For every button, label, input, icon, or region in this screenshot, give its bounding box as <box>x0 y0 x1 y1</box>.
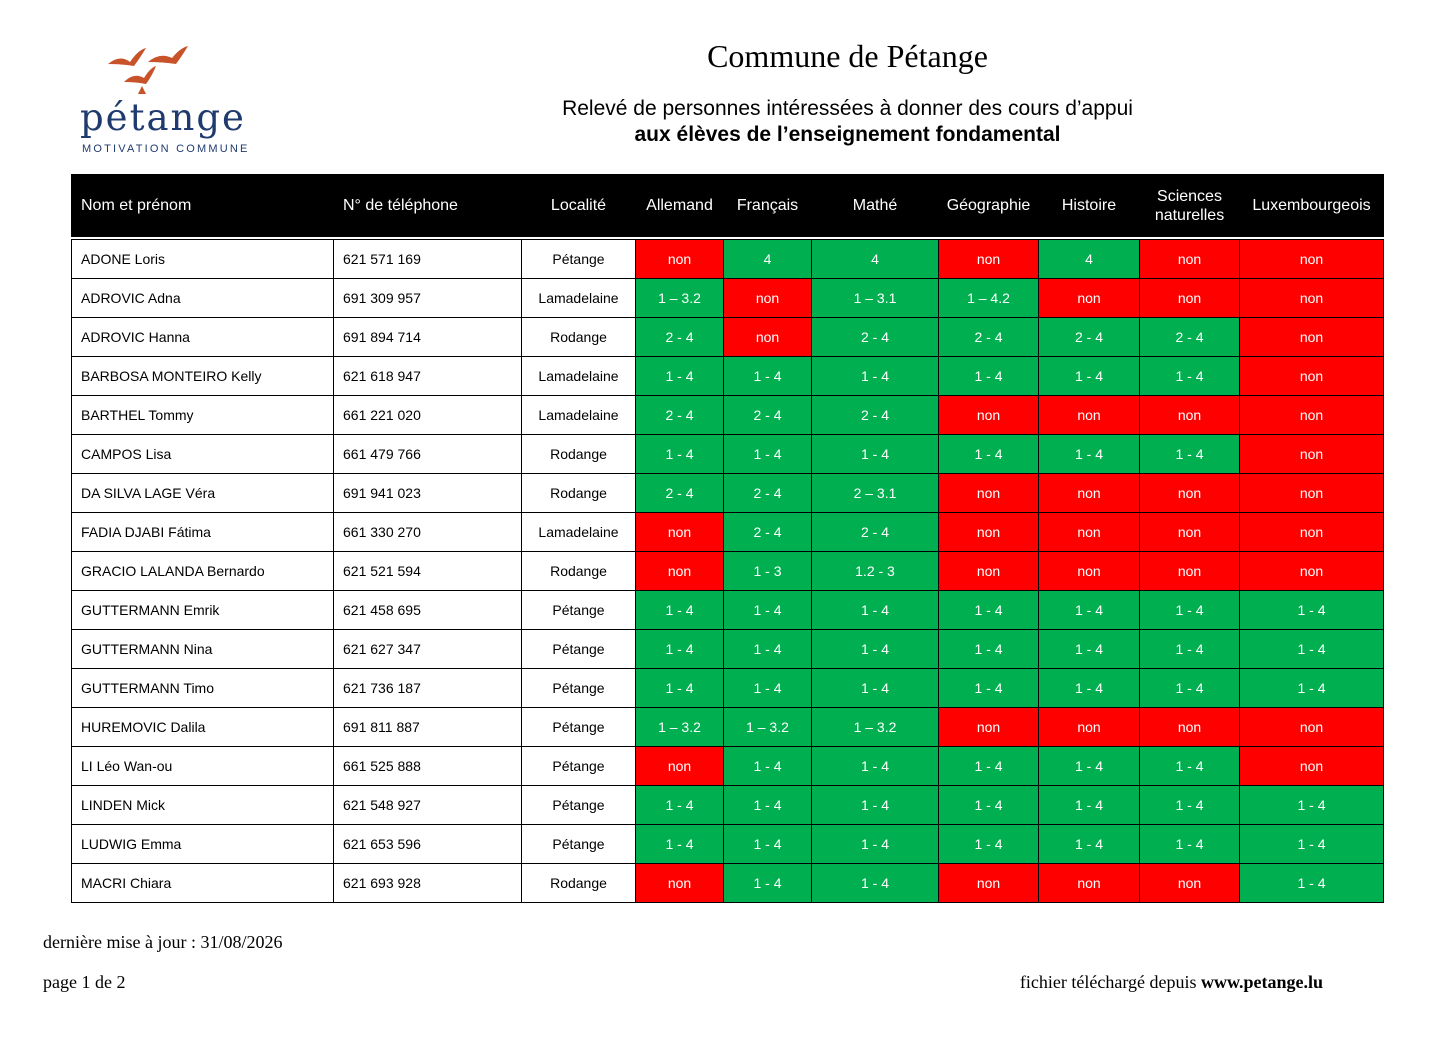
cell-subject: non <box>1240 279 1384 318</box>
cell-subject: 1 - 4 <box>1039 669 1140 708</box>
cell-subject: 1 - 4 <box>812 864 939 903</box>
table-row <box>72 552 1384 591</box>
table-row <box>72 591 1384 630</box>
cell-subject: 4 <box>1039 240 1140 279</box>
cell-subject: 2 - 4 <box>812 396 939 435</box>
cell-subject: non <box>1039 513 1140 552</box>
cell-locality: Pétange <box>522 240 636 279</box>
cell-subject: non <box>1039 708 1140 747</box>
cell-subject: 1 - 4 <box>1240 591 1384 630</box>
table-row <box>72 786 1384 825</box>
cell-subject: 1 - 4 <box>724 786 812 825</box>
cell-locality: Lamadelaine <box>522 279 636 318</box>
cell-subject: 2 - 4 <box>1140 318 1240 357</box>
logo <box>80 40 280 160</box>
cell-phone: 691 811 887 <box>334 708 522 747</box>
cell-subject: 2 - 4 <box>812 513 939 552</box>
cell-subject: non <box>1240 396 1384 435</box>
cell-subject: 1 - 4 <box>1039 357 1140 396</box>
table-row <box>72 318 1384 357</box>
cell-locality: Rodange <box>522 474 636 513</box>
cell-name: LINDEN Mick <box>72 786 334 825</box>
cell-subject: non <box>1240 318 1384 357</box>
cell-subject: non <box>939 552 1039 591</box>
cell-subject: 1 - 4 <box>724 864 812 903</box>
cell-subject: 1 - 4 <box>812 747 939 786</box>
cell-subject: 1 - 4 <box>1140 630 1240 669</box>
cell-phone: 691 309 957 <box>334 279 522 318</box>
cell-subject: 2 - 4 <box>724 396 812 435</box>
cell-subject: 1 - 4 <box>1140 786 1240 825</box>
cell-subject: non <box>1240 435 1384 474</box>
table-row <box>72 474 1384 513</box>
cell-phone: 661 479 766 <box>334 435 522 474</box>
cell-subject: 1 - 4 <box>636 825 724 864</box>
cell-subject: 1 - 4 <box>939 825 1039 864</box>
cell-subject: non <box>1039 279 1140 318</box>
cell-phone: 621 618 947 <box>334 357 522 396</box>
cell-subject: 1 - 4 <box>939 747 1039 786</box>
cell-subject: 1 - 4 <box>939 435 1039 474</box>
logo-wordmark: pétange <box>80 96 246 139</box>
cell-subject: 1 - 4 <box>939 669 1039 708</box>
cell-subject: 1 - 4 <box>939 357 1039 396</box>
cell-subject: non <box>1240 240 1384 279</box>
table-row <box>72 669 1384 708</box>
cell-subject: 1 - 4 <box>1140 825 1240 864</box>
cell-phone: 691 941 023 <box>334 474 522 513</box>
cell-phone: 621 548 927 <box>334 786 522 825</box>
cell-subject: non <box>1140 864 1240 903</box>
cell-locality: Pétange <box>522 669 636 708</box>
cell-locality: Rodange <box>522 435 636 474</box>
cell-name: HUREMOVIC Dalila <box>72 708 334 747</box>
cell-subject: non <box>1140 513 1240 552</box>
cell-subject: non <box>939 864 1039 903</box>
cell-name: GUTTERMANN Nina <box>72 630 334 669</box>
cell-subject: 1 - 4 <box>1140 435 1240 474</box>
page-subtitle-line2: aux élèves de l’enseignement fondamental <box>634 123 1061 146</box>
cell-subject: 1 - 4 <box>1039 591 1140 630</box>
cell-subject: 1 - 4 <box>1140 669 1240 708</box>
cell-subject: 2 - 4 <box>636 396 724 435</box>
cell-subject: non <box>1140 474 1240 513</box>
cell-subject: 1 - 4 <box>724 669 812 708</box>
cell-subject: non <box>1140 279 1240 318</box>
cell-subject: 1 - 4 <box>1039 825 1140 864</box>
cell-name: FADIA DJABI Fátima <box>72 513 334 552</box>
cell-subject: non <box>1039 396 1140 435</box>
cell-phone: 621 693 928 <box>334 864 522 903</box>
cell-subject: 2 - 4 <box>724 513 812 552</box>
cell-name: ADROVIC Adna <box>72 279 334 318</box>
cell-subject: 2 – 3.1 <box>812 474 939 513</box>
cell-subject: 1 - 4 <box>812 435 939 474</box>
cell-subject: 1 - 4 <box>636 630 724 669</box>
cell-subject: non <box>1039 552 1140 591</box>
cell-phone: 661 330 270 <box>334 513 522 552</box>
column-header: Français <box>724 175 812 237</box>
cell-subject: 1 - 4 <box>812 669 939 708</box>
cell-locality: Rodange <box>522 318 636 357</box>
cell-subject: 1 - 4 <box>636 786 724 825</box>
cell-subject: non <box>939 513 1039 552</box>
cell-subject: 1 - 4 <box>812 825 939 864</box>
table-row <box>72 279 1384 318</box>
cell-locality: Pétange <box>522 630 636 669</box>
cell-subject: 1 - 4 <box>1240 825 1384 864</box>
cell-subject: 1.2 - 3 <box>812 552 939 591</box>
cell-subject: 1 - 4 <box>724 435 812 474</box>
cell-subject: 1 - 4 <box>1140 591 1240 630</box>
cell-locality: Pétange <box>522 825 636 864</box>
cell-subject: non <box>939 708 1039 747</box>
cell-subject: 1 - 4 <box>724 630 812 669</box>
cell-subject: 1 - 4 <box>1240 864 1384 903</box>
cell-name: GRACIO LALANDA Bernardo <box>72 552 334 591</box>
table-row <box>72 435 1384 474</box>
cell-subject: non <box>939 240 1039 279</box>
cell-phone: 621 571 169 <box>334 240 522 279</box>
cell-name: BARBOSA MONTEIRO Kelly <box>72 357 334 396</box>
column-header: Géographie <box>939 175 1039 237</box>
cell-name: GUTTERMANN Emrik <box>72 591 334 630</box>
cell-subject: 2 - 4 <box>812 318 939 357</box>
cell-subject: non <box>724 279 812 318</box>
cell-locality: Rodange <box>522 552 636 591</box>
cell-subject: 1 - 4 <box>1240 669 1384 708</box>
cell-name: ADROVIC Hanna <box>72 318 334 357</box>
cell-locality: Pétange <box>522 591 636 630</box>
tutors-table <box>71 174 1384 903</box>
cell-phone: 621 458 695 <box>334 591 522 630</box>
cell-subject: non <box>1140 396 1240 435</box>
cell-name: BARTHEL Tommy <box>72 396 334 435</box>
cell-subject: 2 - 4 <box>1039 318 1140 357</box>
page-number: page 1 de 2 <box>43 972 126 992</box>
cell-subject: 1 - 4 <box>939 630 1039 669</box>
table-row <box>72 357 1384 396</box>
cell-subject: non <box>1240 708 1384 747</box>
cell-subject: non <box>1240 474 1384 513</box>
column-header: Histoire <box>1039 175 1140 237</box>
cell-locality: Pétange <box>522 747 636 786</box>
cell-subject: 1 - 4 <box>939 786 1039 825</box>
logo-tagline: MOTIVATION COMMUNE <box>82 143 250 155</box>
cell-subject: 1 - 4 <box>636 669 724 708</box>
cell-name: LI Léo Wan-ou <box>72 747 334 786</box>
cell-phone: 661 525 888 <box>334 747 522 786</box>
cell-name: DA SILVA LAGE Véra <box>72 474 334 513</box>
cell-subject: 1 - 4 <box>636 357 724 396</box>
cell-subject: non <box>1240 552 1384 591</box>
cell-subject: non <box>636 864 724 903</box>
cell-subject: 1 - 4 <box>1140 747 1240 786</box>
page-title: Commune de Pétange <box>707 38 988 74</box>
cell-phone: 621 736 187 <box>334 669 522 708</box>
cell-subject: 1 - 4 <box>636 591 724 630</box>
table-row <box>72 630 1384 669</box>
cell-locality: Pétange <box>522 708 636 747</box>
cell-subject: non <box>636 240 724 279</box>
column-header: N° de téléphone <box>334 175 522 237</box>
cell-subject: 4 <box>812 240 939 279</box>
cell-subject: non <box>636 552 724 591</box>
cell-subject: 1 – 3.2 <box>724 708 812 747</box>
cell-subject: non <box>1240 747 1384 786</box>
cell-subject: 1 - 4 <box>812 357 939 396</box>
cell-phone: 621 627 347 <box>334 630 522 669</box>
cell-subject: 1 - 4 <box>1240 786 1384 825</box>
source-prefix: fichier téléchargé depuis <box>1019 972 1197 992</box>
cell-locality: Lamadelaine <box>522 396 636 435</box>
cell-subject: non <box>939 474 1039 513</box>
cell-subject: non <box>939 396 1039 435</box>
cell-locality: Pétange <box>522 786 636 825</box>
cell-subject: 1 – 3.2 <box>812 708 939 747</box>
cell-subject: 1 - 4 <box>812 591 939 630</box>
cell-subject: non <box>1140 708 1240 747</box>
cell-subject: 1 - 4 <box>1039 747 1140 786</box>
column-header: Mathé <box>812 175 939 237</box>
cell-locality: Rodange <box>522 864 636 903</box>
table-body <box>72 237 1384 903</box>
cell-subject: 1 – 3.1 <box>812 279 939 318</box>
cell-subject: 2 - 4 <box>636 474 724 513</box>
column-header: Luxembourgeois <box>1240 175 1384 237</box>
cell-name: MACRI Chiara <box>72 864 334 903</box>
cell-subject: non <box>1039 474 1140 513</box>
cell-subject: 2 - 4 <box>939 318 1039 357</box>
table-row <box>72 825 1384 864</box>
page-subtitle-line1: Relevé de personnes intéressées à donner des cours d’appui <box>562 97 1133 120</box>
table-header-row <box>72 175 1384 237</box>
column-header: Nom et prénom <box>72 175 334 237</box>
table-row <box>72 240 1384 279</box>
cell-subject: 1 - 4 <box>1039 786 1140 825</box>
cell-subject: non <box>1140 552 1240 591</box>
cell-name: GUTTERMANN Timo <box>72 669 334 708</box>
cell-subject: 1 - 4 <box>724 747 812 786</box>
cell-subject: 4 <box>724 240 812 279</box>
table-row <box>72 864 1384 903</box>
cell-subject: non <box>724 318 812 357</box>
cell-phone: 621 521 594 <box>334 552 522 591</box>
table-row <box>72 708 1384 747</box>
cell-subject: 1 - 3 <box>724 552 812 591</box>
column-header: Localité <box>522 175 636 237</box>
birds-logo-icon <box>100 42 210 102</box>
cell-subject: 1 – 3.2 <box>636 708 724 747</box>
cell-subject: non <box>1140 240 1240 279</box>
cell-subject: 1 - 4 <box>1140 357 1240 396</box>
cell-name: CAMPOS Lisa <box>72 435 334 474</box>
cell-subject: 1 - 4 <box>1039 435 1140 474</box>
cell-locality: Lamadelaine <box>522 513 636 552</box>
cell-subject: non <box>636 747 724 786</box>
table-row <box>72 747 1384 786</box>
cell-subject: non <box>636 513 724 552</box>
cell-subject: 1 - 4 <box>939 591 1039 630</box>
table-row <box>72 396 1384 435</box>
cell-subject: 1 - 4 <box>812 630 939 669</box>
column-header: Sciences naturelles <box>1140 175 1240 237</box>
cell-subject: non <box>1240 357 1384 396</box>
cell-subject: 1 - 4 <box>1240 630 1384 669</box>
cell-phone: 661 221 020 <box>334 396 522 435</box>
cell-subject: 1 - 4 <box>812 786 939 825</box>
cell-subject: non <box>1039 864 1140 903</box>
cell-name: ADONE Loris <box>72 240 334 279</box>
cell-subject: 1 - 4 <box>1039 630 1140 669</box>
cell-phone: 691 894 714 <box>334 318 522 357</box>
cell-subject: 2 - 4 <box>636 318 724 357</box>
cell-name: LUDWIG Emma <box>72 825 334 864</box>
cell-subject: 1 - 4 <box>636 435 724 474</box>
column-header: Allemand <box>636 175 724 237</box>
cell-subject: 2 - 4 <box>724 474 812 513</box>
cell-subject: 1 - 4 <box>724 591 812 630</box>
table-row <box>72 513 1384 552</box>
last-updated: dernière mise à jour : 31/08/2026 <box>43 932 283 952</box>
cell-phone: 621 653 596 <box>334 825 522 864</box>
cell-subject: 1 – 4.2 <box>939 279 1039 318</box>
cell-subject: 1 - 4 <box>724 357 812 396</box>
cell-subject: 1 – 3.2 <box>636 279 724 318</box>
source-note <box>1020 972 1323 993</box>
cell-subject: 1 - 4 <box>724 825 812 864</box>
source-link[interactable]: www.petange.lu <box>1200 972 1323 992</box>
cell-locality: Lamadelaine <box>522 357 636 396</box>
cell-subject: non <box>1240 513 1384 552</box>
